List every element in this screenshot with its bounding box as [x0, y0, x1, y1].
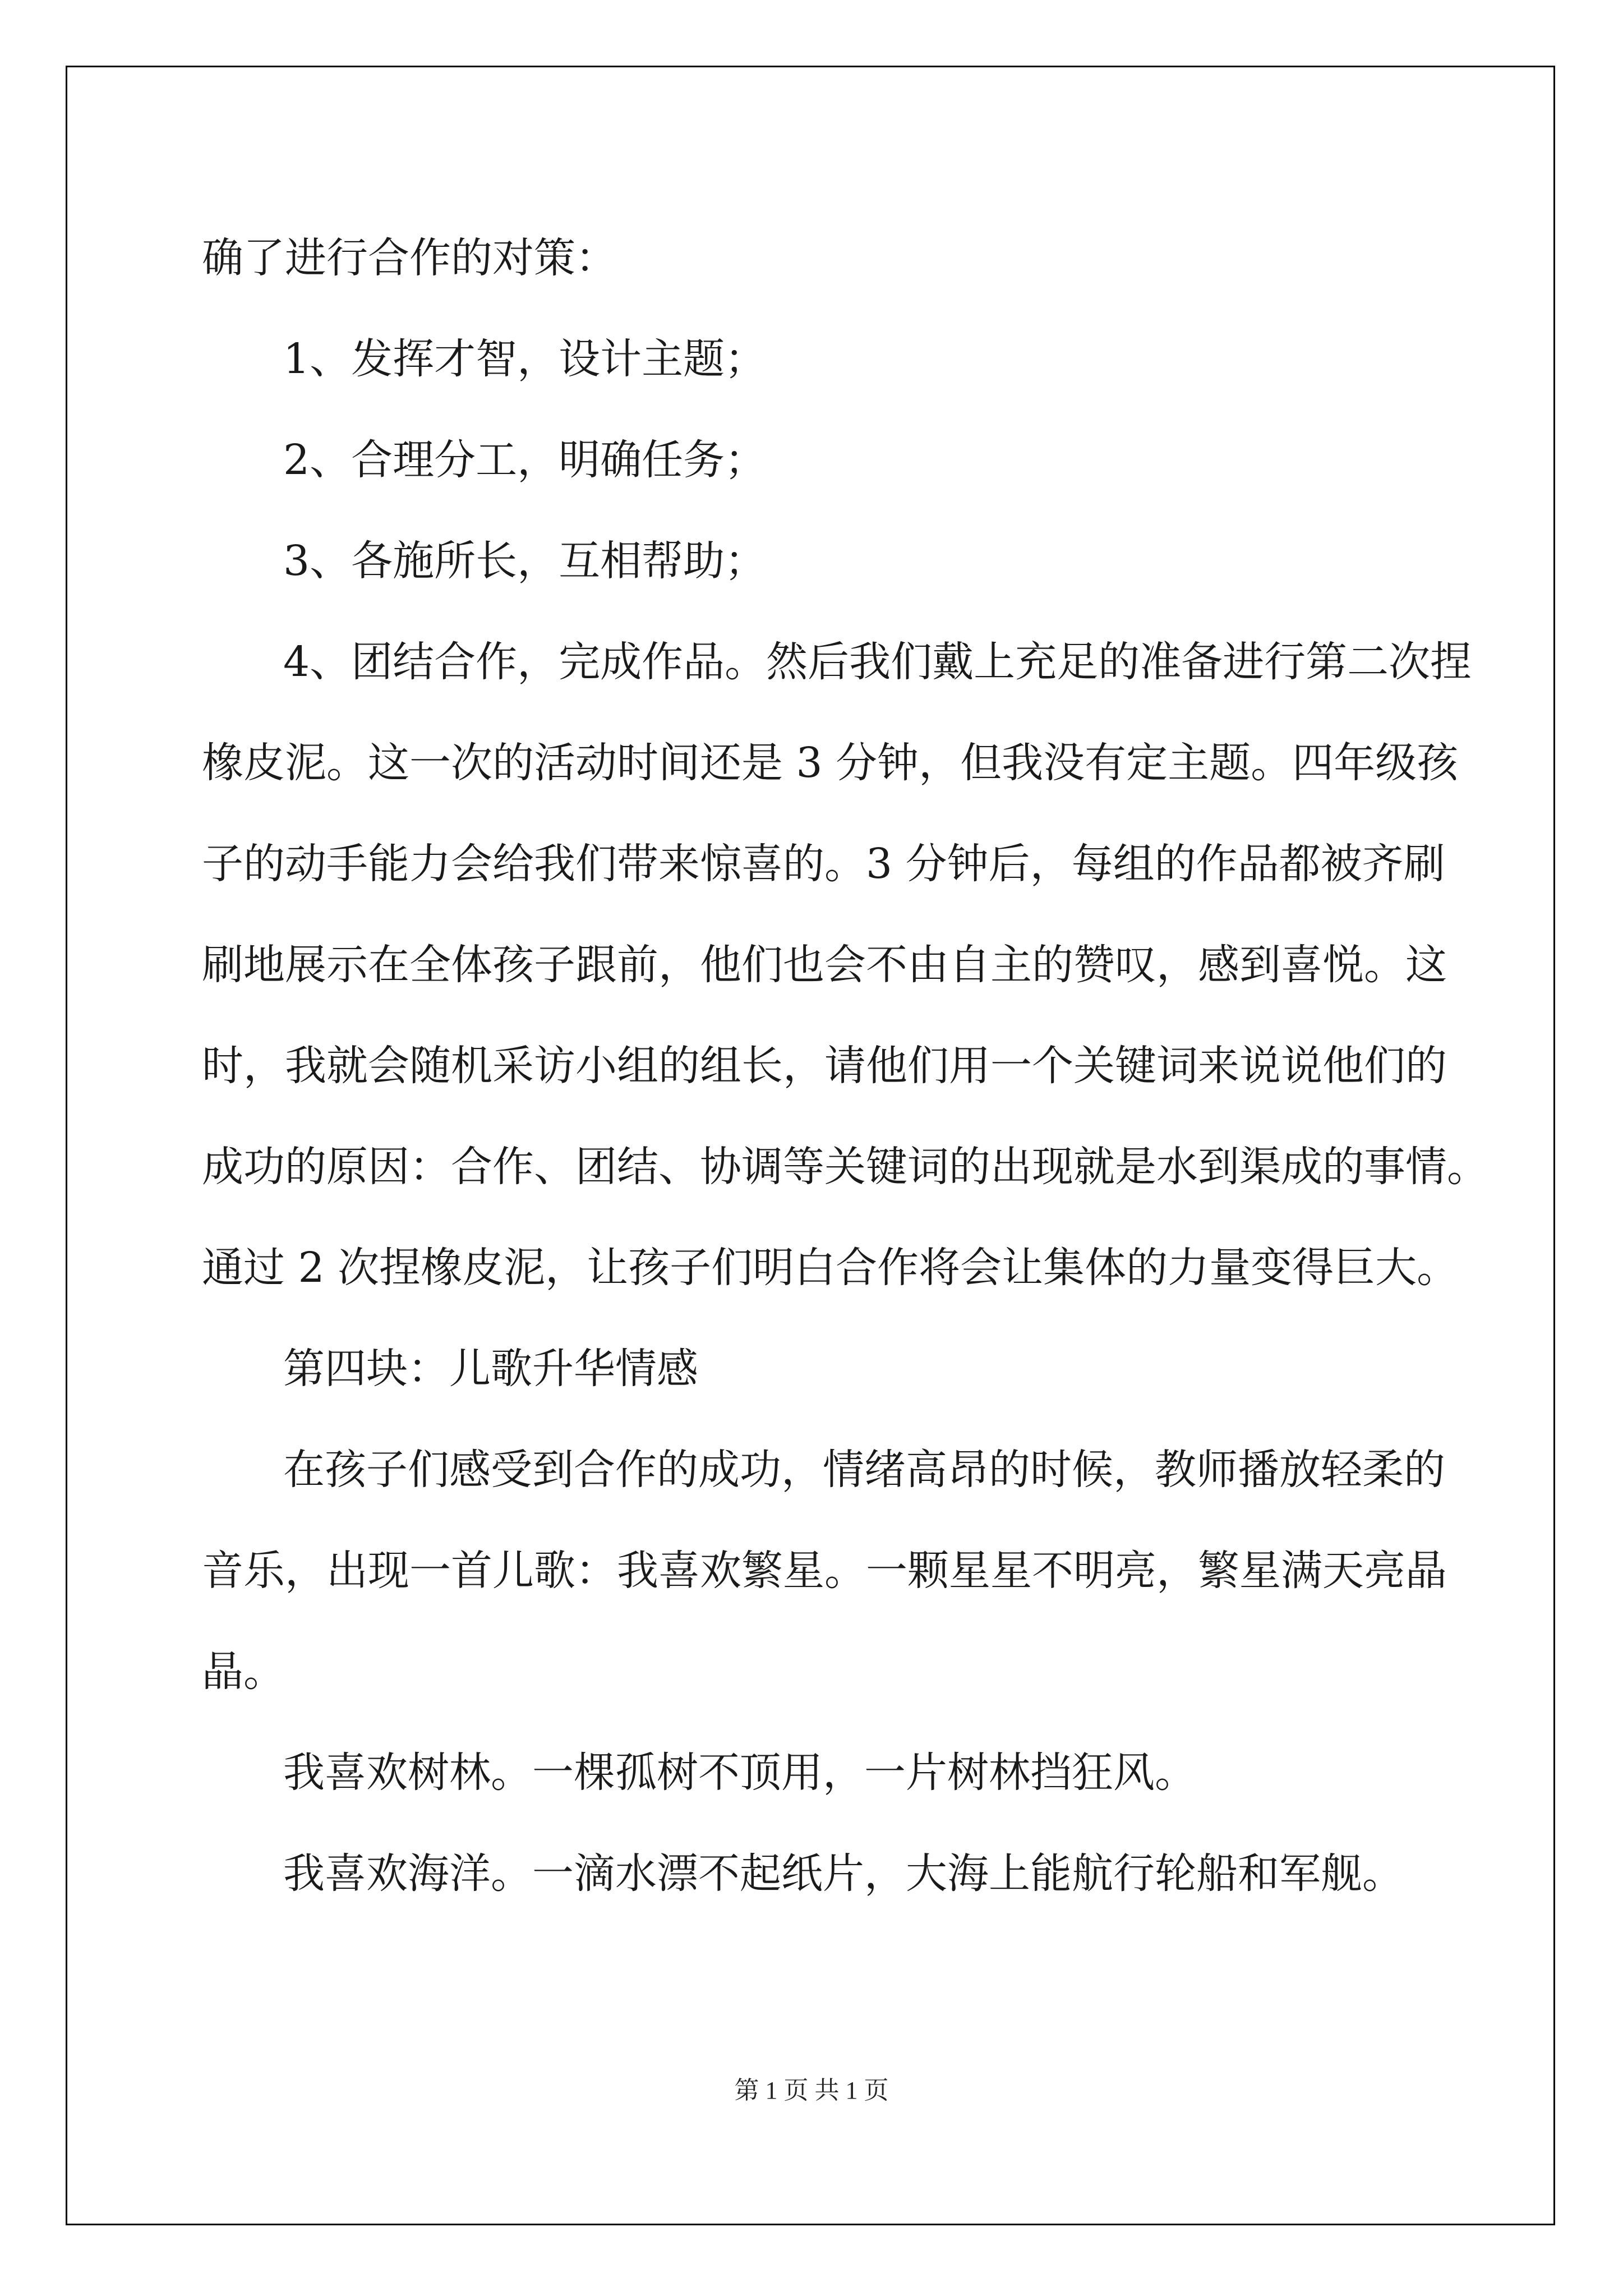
list-item-3: 3、各施所长，互相帮助； [283, 537, 767, 585]
text-line-10: 成功的原因：合作、团结、协调等关键词的出现就是水到渠成的事情。 [202, 1143, 1488, 1191]
text-line-13: 在孩子们感受到合作的成功，情绪高昂的时候，教师播放轻柔的 [283, 1446, 1445, 1494]
text-line-16: 我喜欢树林。一棵孤树不顶用，一片树林挡狂风。 [283, 1749, 1196, 1797]
list-item-2: 2、合理分工，明确任务； [283, 436, 767, 484]
text-line-7: 子的动手能力会给我们带来惊喜的。3 分钟后，每组的作品都被齐刷 [202, 840, 1445, 888]
list-item-4: 4、团结合作，完成作品。然后我们戴上充足的准备进行第二次捏 [283, 638, 1472, 686]
text-line-9: 时，我就会随机采访小组的组长，请他们用一个关键词来说说他们的 [202, 1042, 1447, 1090]
text-line-14: 音乐，出现一首儿歌：我喜欢繁星。一颗星星不明亮，繁星满天亮晶 [202, 1547, 1447, 1595]
text-line-6: 橡皮泥。这一次的活动时间还是 3 分钟，但我没有定主题。四年级孩 [202, 739, 1459, 787]
section-heading: 第四块：儿歌升华情感 [283, 1345, 698, 1393]
text-line-17: 我喜欢海洋。一滴水漂不起纸片，大海上能航行轮船和军舰。 [283, 1849, 1404, 1898]
list-item-1: 1、发挥才智，设计主题； [283, 335, 767, 383]
text-line-8: 刷地展示在全体孩子跟前，他们也会不由自主的赞叹，感到喜悦。这 [202, 941, 1447, 989]
text-line-15: 晶。 [202, 1648, 285, 1696]
text-line-11: 通过 2 次捏橡皮泥，让孩子们明白合作将会让集体的力量变得巨大。 [202, 1244, 1459, 1292]
document-body [202, 208, 1488, 1924]
text-line-1: 确了进行合作的对策： [202, 234, 617, 282]
page-number-footer: 第 1 页 共 1 页 [734, 2077, 889, 2104]
